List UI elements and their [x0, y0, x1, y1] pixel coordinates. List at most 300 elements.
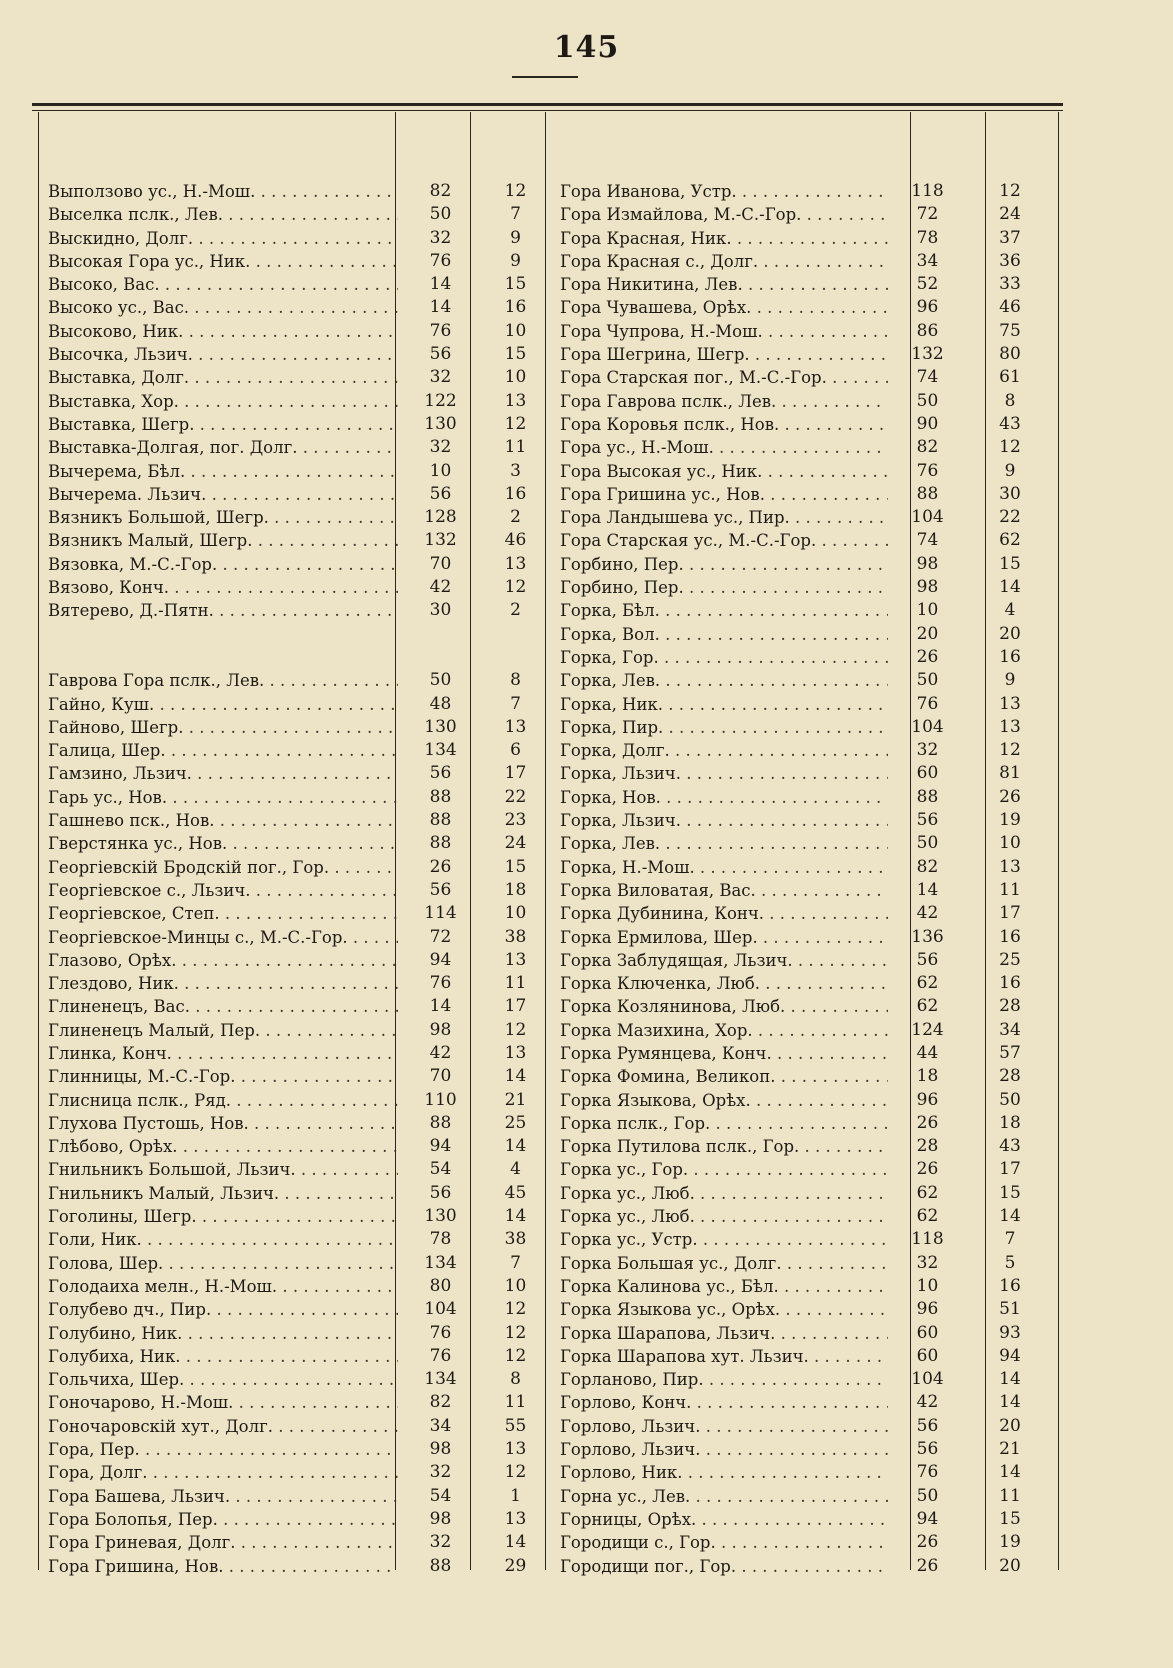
- index-entry: [560, 343, 1045, 366]
- entry-number-a: 104: [911, 716, 944, 737]
- entry-number-b: 16: [999, 926, 1021, 947]
- entry-number-a: 132: [424, 530, 457, 551]
- entry-number-a: 76: [916, 693, 939, 714]
- entry-name: Гора Гришина, Нов. . . .: [48, 1555, 398, 1578]
- entry-number-b: 15: [999, 1508, 1021, 1529]
- index-entry: [560, 227, 1045, 250]
- entry-number-a: 60: [916, 763, 939, 784]
- entry-number-b: 15: [999, 553, 1021, 574]
- entry-number-b: 16: [999, 646, 1021, 667]
- index-entry: [48, 390, 553, 413]
- entry-name: Вычерема. Льзич. . . .: [48, 483, 398, 506]
- index-entry: [48, 786, 553, 809]
- entry-number-a: 26: [916, 1159, 939, 1180]
- entry-number-b: 13: [504, 1439, 527, 1460]
- entry-number-a: 60: [916, 1345, 939, 1366]
- entry-name: Гашнево пск., Нов. . . .: [48, 809, 398, 832]
- entry-number-a: 118: [911, 1229, 944, 1250]
- entry-number-b: 24: [504, 833, 527, 854]
- entry-name: Горка, Бѣл. . . .: [560, 599, 888, 622]
- index-entry: [560, 1298, 1045, 1321]
- entry-number-b: 15: [504, 274, 527, 295]
- entry-number-b: 12: [504, 1345, 527, 1366]
- entry-number-a: 134: [424, 740, 457, 761]
- entry-number-b: 34: [999, 1019, 1021, 1040]
- entry-number-a: 56: [429, 344, 452, 365]
- entry-number-b: 14: [999, 1392, 1021, 1413]
- entry-name: Горка, Долг. . . .: [560, 739, 888, 762]
- entry-number-b: 9: [1004, 670, 1016, 691]
- entry-number-b: 16: [999, 1275, 1021, 1296]
- entry-name: Гора Болопья, Пер. . . .: [48, 1508, 398, 1531]
- entry-number-b: 7: [1004, 1229, 1016, 1250]
- index-entry: [48, 856, 553, 879]
- entry-name: Вязникъ Большой, Шегр. . . .: [48, 506, 398, 529]
- entry-number-a: 60: [916, 1322, 939, 1343]
- entry-number-b: 81: [999, 763, 1021, 784]
- index-entry: [560, 693, 1045, 716]
- entry-name: Выползово ус., Н.-Мош. . . .: [48, 180, 398, 203]
- entry-number-a: 74: [916, 367, 939, 388]
- entry-number-b: 9: [1004, 460, 1016, 481]
- entry-number-b: 7: [510, 693, 521, 714]
- index-entry: [560, 1438, 1045, 1461]
- entry-number-b: 13: [999, 856, 1021, 877]
- entry-name: Гора Гаврова пслк., Лев. . . .: [560, 390, 888, 413]
- entry-name: Горка Мазихина, Хор. . . .: [560, 1019, 888, 1042]
- entry-number-a: 76: [916, 460, 939, 481]
- entry-number-a: 50: [429, 204, 452, 225]
- entry-number-b: 19: [999, 810, 1021, 831]
- entry-number-a: 94: [429, 1136, 452, 1157]
- index-entry: [48, 762, 553, 785]
- entry-number-b: 11: [504, 973, 527, 994]
- entry-number-b: 36: [999, 250, 1021, 271]
- index-entry: [560, 739, 1045, 762]
- entry-number-a: 32: [429, 1532, 452, 1553]
- entry-number-b: 93: [999, 1322, 1021, 1343]
- entry-number-a: 10: [916, 1275, 939, 1296]
- entry-number-b: 11: [504, 1392, 527, 1413]
- entry-number-b: 21: [999, 1439, 1021, 1460]
- entry-number-b: 15: [504, 856, 527, 877]
- entry-name: Гоночаровскій хут., Долг. . . .: [48, 1415, 398, 1438]
- entry-number-a: 26: [916, 1112, 939, 1133]
- entry-number-b: 61: [999, 367, 1021, 388]
- entry-name: Выставка, Долг. . . .: [48, 366, 398, 389]
- index-entry: [560, 1089, 1045, 1112]
- entry-name: Высоко, Вас. . . .: [48, 273, 398, 296]
- index-entry: [560, 809, 1045, 832]
- index-entry: [48, 553, 553, 576]
- entry-number-b: 7: [510, 1252, 521, 1273]
- index-entry: [48, 972, 553, 995]
- entry-number-b: 13: [504, 716, 527, 737]
- entry-number-b: 13: [504, 390, 527, 411]
- index-entry: [48, 1205, 553, 1228]
- entry-name: Высоково, Ник. . . .: [48, 320, 398, 343]
- index-entry: [48, 1158, 553, 1181]
- entry-number-a: 14: [429, 274, 452, 295]
- entry-number-b: 37: [999, 227, 1021, 248]
- entry-name: Горка Румянцева, Конч. . . .: [560, 1042, 888, 1065]
- entry-name: Глисница пслк., Ряд. . . .: [48, 1089, 398, 1112]
- entry-name: Выселка пслк., Лев. . . .: [48, 203, 398, 226]
- entry-number-b: 10: [999, 833, 1021, 854]
- entry-number-a: 96: [916, 1299, 939, 1320]
- entry-number-a: 110: [424, 1089, 457, 1110]
- entry-name: Горка Шарапова, Льзич. . . .: [560, 1322, 888, 1345]
- index-entry: [560, 180, 1045, 203]
- entry-number-b: 46: [999, 297, 1021, 318]
- entry-name: Горна ус., Лев. . . .: [560, 1485, 888, 1508]
- index-entry: [560, 949, 1045, 972]
- entry-number-b: 9: [510, 250, 521, 271]
- index-entry: [560, 1112, 1045, 1135]
- entry-number-a: 134: [424, 1369, 457, 1390]
- index-entry: [48, 1531, 553, 1554]
- entry-number-a: 114: [424, 903, 457, 924]
- entry-number-a: 88: [429, 1555, 452, 1576]
- entry-number-a: 50: [916, 390, 939, 411]
- entry-number-b: 13: [999, 716, 1021, 737]
- index-entry: [48, 1345, 553, 1368]
- entry-name: Горка Фомина, Великоп. . . .: [560, 1065, 888, 1088]
- entry-number-a: 72: [429, 926, 452, 947]
- entry-number-a: 98: [429, 1508, 452, 1529]
- index-entry: [48, 669, 553, 692]
- entry-number-a: 70: [429, 553, 452, 574]
- index-entry: [48, 599, 553, 622]
- entry-number-b: 25: [999, 949, 1021, 970]
- entry-number-a: 50: [429, 670, 452, 691]
- entry-number-a: 42: [916, 903, 939, 924]
- entry-name: Горка Виловатая, Вас. . . .: [560, 879, 888, 902]
- entry-number-b: 5: [1004, 1252, 1016, 1273]
- entry-number-a: 56: [429, 1182, 452, 1203]
- index-entry: [560, 1252, 1045, 1275]
- index-entry: [48, 1438, 553, 1461]
- index-entry: [560, 879, 1045, 902]
- entry-name: Гора, Долг. . . .: [48, 1461, 398, 1484]
- index-entry: [48, 413, 553, 436]
- entry-number-a: 78: [916, 227, 939, 248]
- entry-number-a: 56: [429, 763, 452, 784]
- entry-number-a: 104: [911, 507, 944, 528]
- entry-name: Гора Гришина ус., Нов. . . .: [560, 483, 888, 506]
- entry-number-a: 54: [429, 1159, 452, 1180]
- entry-number-a: 26: [429, 856, 452, 877]
- index-entry: [48, 1275, 553, 1298]
- entry-number-b: 11: [999, 1485, 1021, 1506]
- entry-name: Горлово, Ник. . . .: [560, 1461, 888, 1484]
- entry-name: Горка Заблудящая, Льзич. . . .: [560, 949, 888, 972]
- entry-name: Гайново, Шегр. . . .: [48, 716, 398, 739]
- entry-number-b: 12: [504, 181, 527, 201]
- entry-number-a: 130: [424, 413, 457, 434]
- entry-number-a: 32: [916, 740, 939, 761]
- entry-name: Горка, Н.-Мош. . . .: [560, 856, 888, 879]
- entry-number-a: 26: [916, 1555, 939, 1576]
- index-entry: [48, 1508, 553, 1531]
- index-entry: [560, 296, 1045, 319]
- index-entry: [48, 949, 553, 972]
- entry-number-b: 8: [1004, 390, 1016, 411]
- entry-number-a: 62: [916, 996, 939, 1017]
- entry-number-a: 122: [424, 390, 457, 411]
- entry-number-a: 32: [916, 1252, 939, 1273]
- top-rule: [32, 103, 1063, 106]
- entry-number-b: 80: [999, 344, 1021, 365]
- index-entry: [560, 902, 1045, 925]
- index-entry: [560, 1205, 1045, 1228]
- entry-number-a: 72: [916, 204, 939, 225]
- entry-name: Голубино, Ник. . . .: [48, 1322, 398, 1345]
- entry-number-a: 32: [429, 367, 452, 388]
- entry-number-b: 28: [999, 996, 1021, 1017]
- index-entry: [48, 1415, 553, 1438]
- entry-number-a: 88: [916, 483, 939, 504]
- entry-name: Вятерево, Д.-Пятн. . . .: [48, 599, 398, 622]
- index-entry: [560, 762, 1045, 785]
- index-entry: [48, 693, 553, 716]
- entry-number-b: 9: [510, 227, 521, 248]
- entry-name: Вязникъ Малый, Шегр. . . .: [48, 529, 398, 552]
- index-entry: [560, 786, 1045, 809]
- entry-number-a: 82: [429, 1392, 452, 1413]
- index-entry: [560, 273, 1045, 296]
- entry-number-b: 94: [999, 1345, 1021, 1366]
- entry-number-b: 16: [999, 973, 1021, 994]
- index-entry: [48, 506, 553, 529]
- entry-name: Горка Ключенка, Люб. . . .: [560, 972, 888, 995]
- entry-number-b: 20: [999, 1415, 1021, 1436]
- entry-name: Гайно, Куш. . . .: [48, 693, 398, 716]
- index-entry: [48, 1089, 553, 1112]
- entry-name: Горка, Гор. . . .: [560, 646, 888, 669]
- index-entry: [48, 1065, 553, 1088]
- index-entry: [48, 483, 553, 506]
- entry-name: Горка Дубинина, Конч. . . .: [560, 902, 888, 925]
- entry-number-b: 50: [999, 1089, 1021, 1110]
- index-entry: [48, 366, 553, 389]
- entry-number-a: 118: [911, 181, 944, 201]
- entry-number-b: 51: [999, 1299, 1021, 1320]
- index-entry: [560, 460, 1045, 483]
- entry-number-b: 38: [504, 1229, 527, 1250]
- entry-number-b: 12: [504, 1019, 527, 1040]
- entry-name: Галица, Шер. . . .: [48, 739, 398, 762]
- entry-number-b: 10: [504, 367, 527, 388]
- entry-name: Горка, Нов. . . .: [560, 786, 888, 809]
- index-entry: [48, 926, 553, 949]
- index-entry: [560, 390, 1045, 413]
- entry-number-a: 94: [429, 949, 452, 970]
- entry-number-b: 29: [504, 1555, 527, 1576]
- entry-name: Глиненецъ, Вас. . . .: [48, 995, 398, 1018]
- entry-number-b: 13: [504, 949, 527, 970]
- entry-number-a: 98: [429, 1439, 452, 1460]
- entry-number-b: 16: [504, 483, 527, 504]
- entry-name: Гора Старская ус., М.-С.-Гор. . . .: [560, 529, 888, 552]
- entry-number-a: 56: [916, 810, 939, 831]
- index-entry: [560, 436, 1045, 459]
- index-entry: [48, 716, 553, 739]
- index-entry: [48, 1555, 553, 1578]
- index-entry: [560, 1275, 1045, 1298]
- entry-number-b: 3: [510, 460, 521, 481]
- index-entry: [48, 273, 553, 296]
- entry-number-a: 26: [916, 1532, 939, 1553]
- column-rule-right-edge: [1058, 112, 1059, 1570]
- index-entry: [560, 1065, 1045, 1088]
- index-entry: [48, 576, 553, 599]
- entry-number-b: 14: [504, 1532, 527, 1553]
- index-entry: [48, 250, 553, 273]
- entry-name: Горка Шарапова хут. Льзич. . . .: [560, 1345, 888, 1368]
- entry-number-a: 32: [429, 227, 452, 248]
- entry-name: Гарь ус., Нов. . . .: [48, 786, 398, 809]
- index-entry: [560, 1228, 1045, 1251]
- index-entry: [560, 926, 1045, 949]
- entry-number-a: 56: [429, 879, 452, 900]
- entry-number-a: 80: [429, 1275, 452, 1296]
- index-entry: [48, 180, 553, 203]
- entry-number-a: 52: [916, 274, 939, 295]
- index-entry: [48, 1461, 553, 1484]
- entry-name: Глухова Пустошь, Нов. . . .: [48, 1112, 398, 1135]
- entry-name: Гольчиха, Шер. . . .: [48, 1368, 398, 1391]
- entry-name: Горка Калинова ус., Бѣл. . . .: [560, 1275, 888, 1298]
- entry-number-b: 45: [504, 1182, 527, 1203]
- entry-name: Гора Шегрина, Шегр. . . .: [560, 343, 888, 366]
- entry-name: Гора Красная с., Долг. . . .: [560, 250, 888, 273]
- entry-number-a: 34: [429, 1415, 452, 1436]
- entry-number-b: 14: [504, 1136, 527, 1157]
- index-entry: [560, 856, 1045, 879]
- entry-number-a: 42: [916, 1392, 939, 1413]
- entry-number-b: 15: [999, 1182, 1021, 1203]
- entry-name: Горницы, Орѣх. . . .: [560, 1508, 888, 1531]
- entry-name: Гора Никитина, Лев. . . .: [560, 273, 888, 296]
- index-entry: [560, 1508, 1045, 1531]
- entry-number-b: 21: [504, 1089, 527, 1110]
- index-entry: [560, 1415, 1045, 1438]
- entry-number-b: 13: [504, 1508, 527, 1529]
- entry-name: Гора Иванова, Устр. . . .: [560, 180, 888, 203]
- entry-name: Глинка, Конч. . . .: [48, 1042, 398, 1065]
- entry-name: Высокая Гора ус., Ник. . . .: [48, 250, 398, 273]
- entry-name: Горка ус., Люб. . . .: [560, 1205, 888, 1228]
- entry-number-a: 98: [916, 553, 939, 574]
- index-entry: [48, 1182, 553, 1205]
- entry-number-a: 136: [911, 926, 944, 947]
- entry-number-a: 70: [429, 1066, 452, 1087]
- blank-line: [48, 646, 553, 669]
- entry-name: Вязовка, М.-С.-Гор. . . .: [48, 553, 398, 576]
- entry-number-a: 50: [916, 833, 939, 854]
- entry-name: Горбино, Пер. . . .: [560, 553, 888, 576]
- entry-number-a: 14: [429, 996, 452, 1017]
- entry-name: Голодаиха мелн., Н.-Мош. . . .: [48, 1275, 398, 1298]
- entry-name: Гнильникъ Большой, Льзич. . . .: [48, 1158, 398, 1181]
- entry-name: Гнильникъ Малый, Льзич. . . .: [48, 1182, 398, 1205]
- entry-number-b: 12: [504, 1462, 527, 1483]
- entry-number-a: 10: [429, 460, 452, 481]
- entry-number-a: 90: [916, 413, 939, 434]
- index-entry: [48, 203, 553, 226]
- entry-number-b: 14: [504, 1066, 527, 1087]
- entry-name: Гора Измайлова, М.-С.-Гор. . . .: [560, 203, 888, 226]
- entry-name: Горлово, Конч. . . .: [560, 1391, 888, 1414]
- index-entry: [48, 832, 553, 855]
- entry-number-a: 78: [429, 1229, 452, 1250]
- entry-number-a: 54: [429, 1485, 452, 1506]
- index-entry: [560, 529, 1045, 552]
- entry-number-b: 12: [999, 181, 1021, 201]
- entry-number-b: 25: [504, 1112, 527, 1133]
- index-entry: [48, 1228, 553, 1251]
- index-entry: [48, 1391, 553, 1414]
- entry-number-a: 62: [916, 973, 939, 994]
- right-index-column: [560, 180, 1045, 1578]
- index-entry: [560, 669, 1045, 692]
- entry-name: Горка Козлянинова, Люб. . . .: [560, 995, 888, 1018]
- entry-name: Гора Башева, Льзич. . . .: [48, 1485, 398, 1508]
- entry-name: Высочка, Льзич. . . .: [48, 343, 398, 366]
- top-rule-thin: [32, 110, 1063, 111]
- entry-number-a: 76: [916, 1462, 939, 1483]
- index-entry: [560, 553, 1045, 576]
- entry-number-b: 12: [999, 740, 1021, 761]
- entry-number-b: 10: [504, 320, 527, 341]
- entry-number-a: 88: [429, 833, 452, 854]
- entry-number-b: 17: [999, 903, 1021, 924]
- entry-number-b: 14: [999, 577, 1021, 598]
- entry-number-b: 10: [504, 1275, 527, 1296]
- index-entry: [48, 1252, 553, 1275]
- entry-number-a: 76: [429, 250, 452, 271]
- index-entry: [560, 1391, 1045, 1414]
- entry-name: Гамзино, Льзич. . . .: [48, 762, 398, 785]
- entry-name: Гора Старская пог., М.-С.-Гор. . . .: [560, 366, 888, 389]
- entry-number-a: 56: [916, 949, 939, 970]
- entry-number-b: 30: [999, 483, 1021, 504]
- index-entry: [48, 1135, 553, 1158]
- entry-number-b: 62: [999, 530, 1021, 551]
- entry-number-b: 15: [504, 344, 527, 365]
- entry-number-a: 82: [916, 437, 939, 458]
- index-entry: [560, 483, 1045, 506]
- entry-number-a: 62: [916, 1182, 939, 1203]
- entry-number-b: 1: [510, 1485, 521, 1506]
- entry-name: Выставка, Хор. . . .: [48, 390, 398, 413]
- entry-name: Гора Коровья пслк., Нов. . . .: [560, 413, 888, 436]
- entry-number-a: 26: [916, 646, 939, 667]
- entry-number-a: 10: [916, 600, 939, 621]
- entry-number-b: 12: [504, 413, 527, 434]
- entry-number-b: 23: [504, 810, 527, 831]
- entry-name: Горка ус., Устр. . . .: [560, 1228, 888, 1251]
- blank-line: [48, 623, 553, 646]
- entry-number-a: 104: [424, 1299, 457, 1320]
- index-entry: [48, 436, 553, 459]
- index-entry: [48, 296, 553, 319]
- entry-number-a: 50: [916, 1485, 939, 1506]
- index-entry: [560, 250, 1045, 273]
- entry-name: Голубево дч., Пир. . . .: [48, 1298, 398, 1321]
- entry-number-a: 82: [429, 181, 452, 201]
